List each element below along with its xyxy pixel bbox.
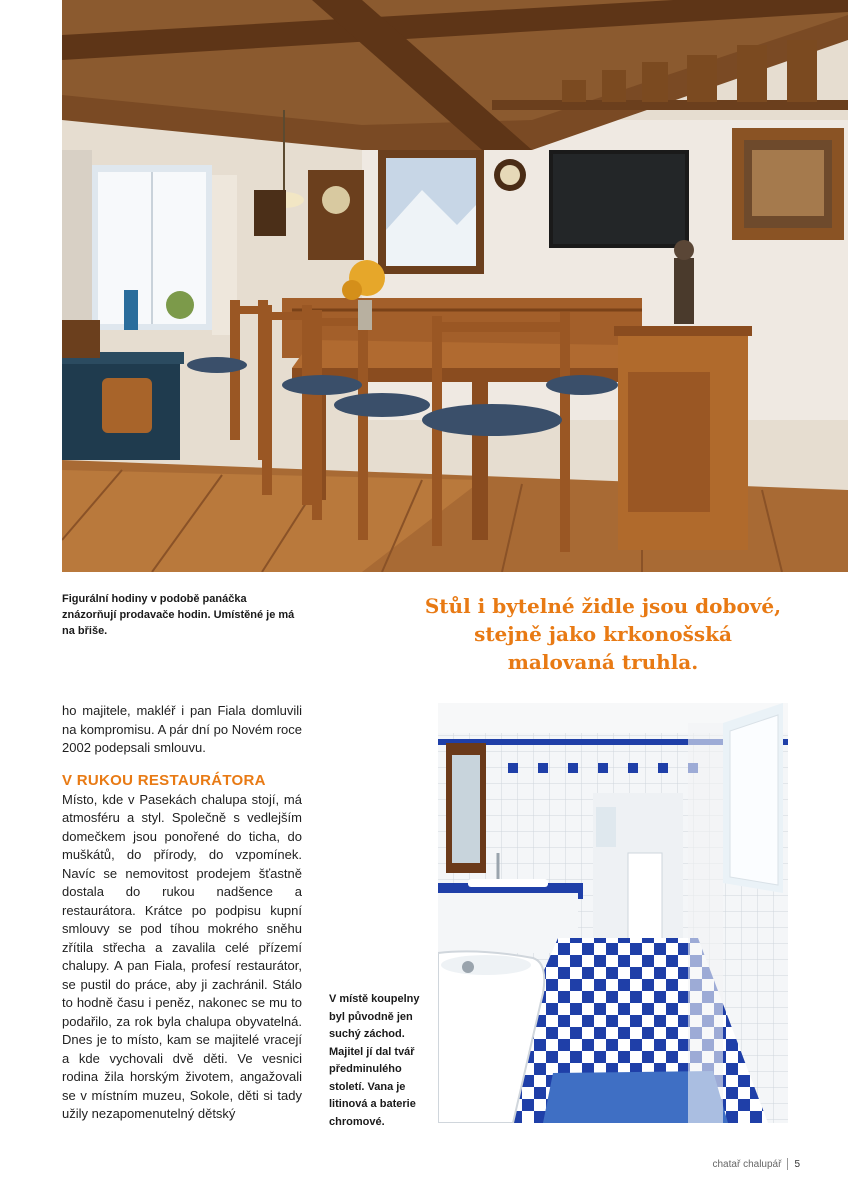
body-intro-paragraph: ho majitele, makléř i pan Fiala domluvili na kompromisu. A pár dní po Novém roce 2002 podepsali smlouvu. (62, 703, 302, 755)
section-heading: V RUKOU RESTAURÁTORA (62, 771, 266, 789)
footer-divider (787, 1158, 788, 1170)
dining-room-photo (62, 0, 848, 572)
article-body (62, 702, 302, 1124)
page-footer (713, 1158, 801, 1170)
body-paragraph: Místo, kde v Pasekách chalupa stojí, má atmosféru a styl. Společně s vedlejším domečkem jsou ponořené do ticha, do muškátů, do přírody, do vzpomínek. Navíc se nemovitost prodejem šťastně dostala do rukou nadšence a restaurátora. Krátce po podpisu kupní smlouvy se pod tíhou mokrého sněhu zřítila střecha a zavalila celé přízemí chalupy. A pan Fiala, profesí restaurátor, se pustil do práce, aby ji zachránil. Stálo to hodně času i peněz, nakonec se mu to podařilo, za rok byla chalupa obyvatelná. Dnes je to místo, kam se majitelé vracejí a kde vychovali dvě děti. Ve vesnici rodina žila horským životem, angažovali se v místním muzeu, Sokole, děti si tady užily nezapomenutelný dětský (62, 791, 302, 1121)
page-number: 5 (794, 1158, 800, 1170)
bathroom-caption: V místě koupelny byl původně jen suchý záchod. Majitel jí dal tvář předminulého století. Vana je litinová a baterie chromové. (329, 993, 420, 1128)
bathroom-photo (438, 703, 788, 1123)
photo-caption: Figurální hodiny v podobě panáčka znázorňují prodavače hodin. Umístěné je má na břiše. (62, 593, 295, 637)
pull-quote: Stůl i bytelné židle jsou dobové, stejně jako krkonošská malovaná truhla. (424, 594, 782, 674)
magazine-name: chatař chalupář (712, 1158, 782, 1170)
